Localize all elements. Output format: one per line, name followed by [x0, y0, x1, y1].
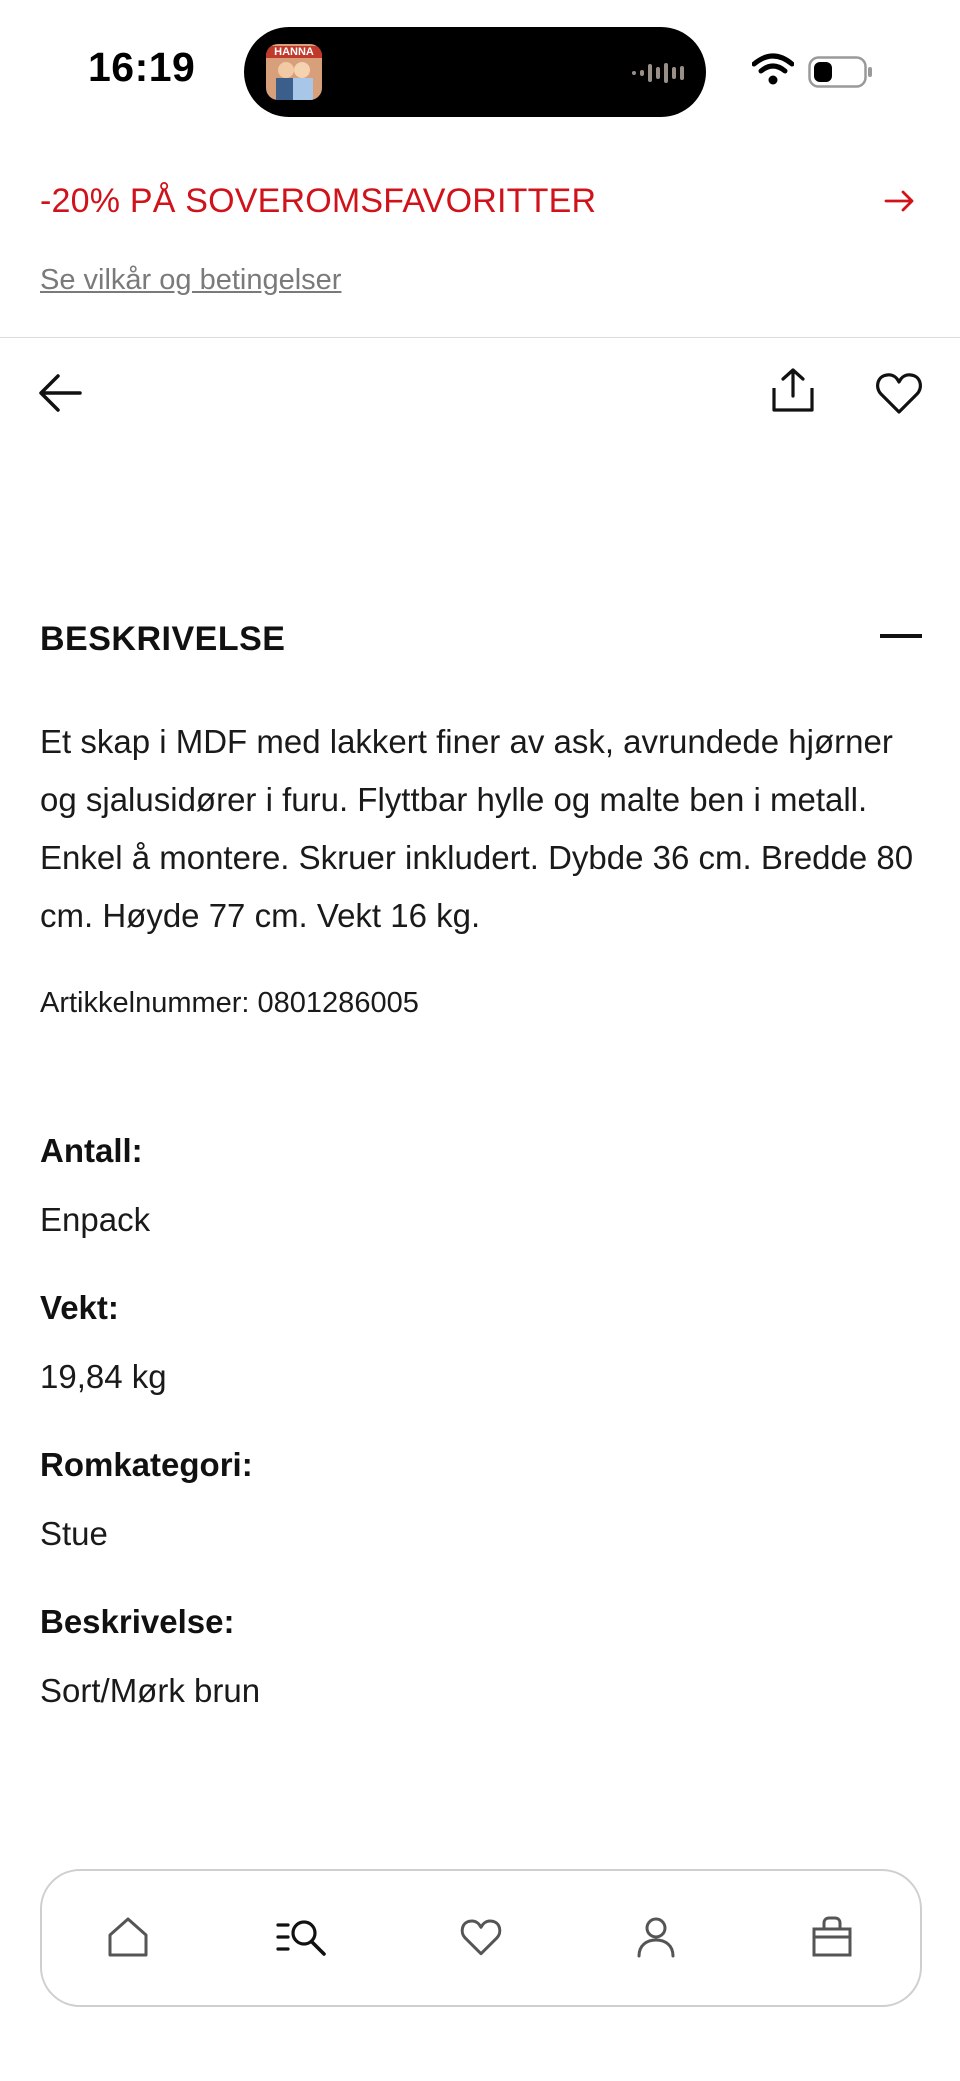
description-text: Et skap i MDF med lakkert finer av ask, avrundede hjørner og sjalusidører i furu. Flyttbar hylle og malte ben i metall. Enkel å montere. Skruer inkludert. Dybde 36 cm. Bredde 80 cm. Høyde 77 cm. Vekt 16 kg.	[40, 723, 914, 934]
heart-icon	[459, 1915, 503, 1959]
nav-home[interactable]	[98, 1907, 158, 1967]
island-app-icon	[266, 44, 322, 100]
description-heading: BESKRIVELSE	[40, 620, 286, 658]
spec-label-romkategori: Romkategori:	[40, 1446, 253, 1483]
bottom-navigation	[40, 1869, 922, 2007]
spec-value-beskrivelse: Sort/Mørk brun	[40, 1672, 261, 1709]
search-icon	[276, 1915, 332, 1959]
spec-value-antall: Enpack	[40, 1201, 151, 1238]
collapse-minus-icon[interactable]	[880, 634, 922, 638]
share-button[interactable]	[768, 366, 818, 416]
spec-label-vekt: Vekt:	[40, 1289, 119, 1326]
arrow-left-icon	[36, 368, 86, 418]
audio-wave-icon	[632, 60, 688, 86]
status-time: 16:19	[88, 44, 196, 90]
terms-link[interactable]: Se vilkår og betingelser	[40, 264, 342, 296]
spec-value-vekt: 19,84 kg	[40, 1358, 167, 1395]
spec-label-beskrivelse: Beskrivelse:	[40, 1603, 235, 1640]
wifi-icon	[752, 52, 794, 86]
battery-icon	[808, 56, 874, 88]
home-icon	[106, 1915, 150, 1959]
nav-search[interactable]	[274, 1907, 334, 1967]
nav-bag[interactable]	[802, 1907, 862, 1967]
nav-favorites[interactable]	[451, 1907, 511, 1967]
nav-account[interactable]	[626, 1907, 686, 1967]
dynamic-island[interactable]	[244, 27, 706, 117]
bag-icon	[810, 1915, 854, 1959]
favorite-button[interactable]	[874, 368, 924, 418]
heart-icon	[874, 368, 924, 418]
island-app-label: HANNA	[266, 46, 322, 58]
promo-banner-text[interactable]: -20% PÅ SOVEROMSFAVORITTER	[40, 182, 597, 220]
back-button[interactable]	[36, 368, 86, 418]
spec-label-antall: Antall:	[40, 1132, 143, 1169]
divider	[0, 337, 960, 338]
share-icon	[768, 366, 818, 416]
arrow-right-icon[interactable]	[884, 188, 916, 214]
spec-value-romkategori: Stue	[40, 1515, 108, 1552]
user-icon	[634, 1915, 678, 1959]
article-number: Artikkelnummer: 0801286005	[40, 987, 419, 1019]
